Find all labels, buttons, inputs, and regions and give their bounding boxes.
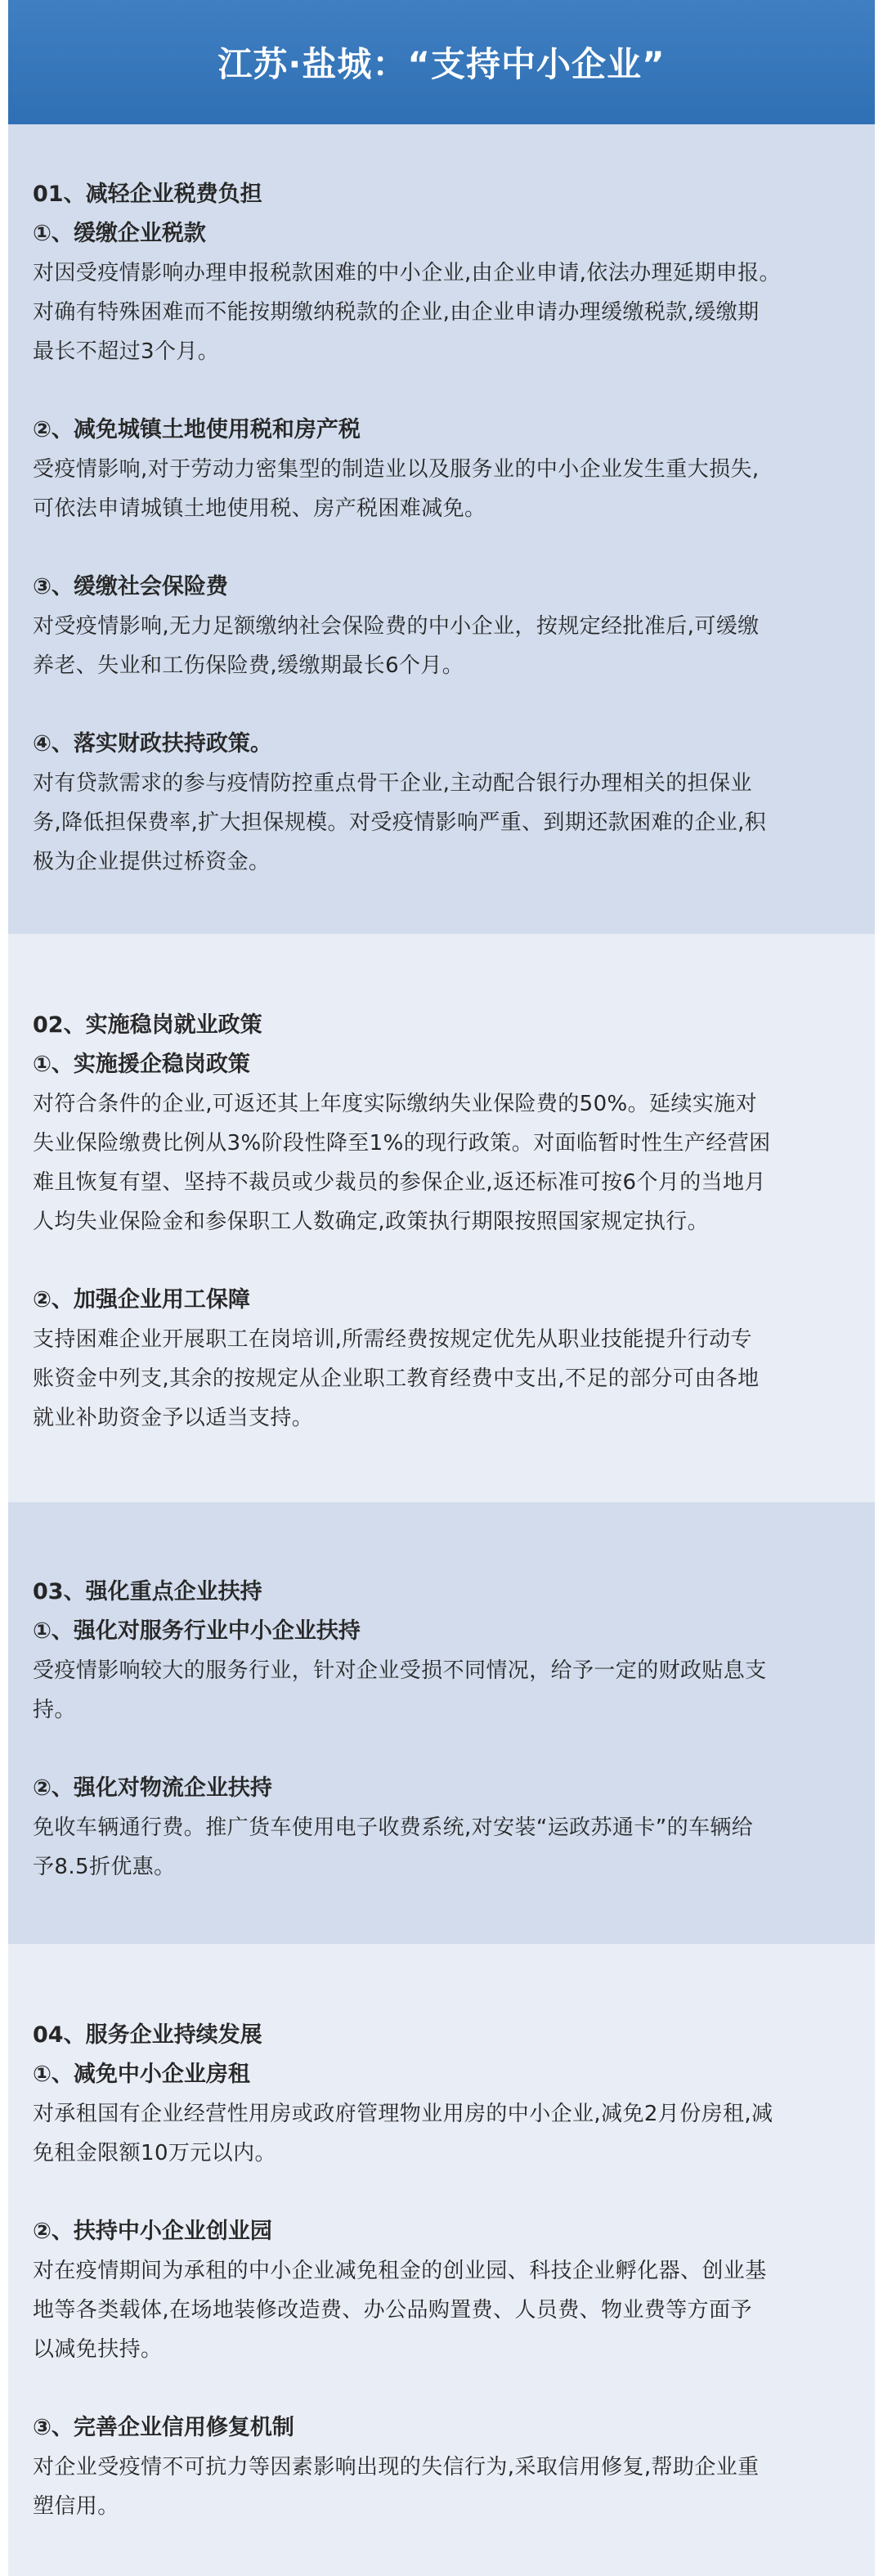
item-text-line: 最长不超过3个月。 [33,339,220,364]
item-title: ②、加强企业用工保障 [33,1287,250,1313]
spacer [33,528,852,568]
item-text-line: 免收车辆通行费。推广货车使用电子收费系统,对安装“运政苏通卡”的车辆给 [33,1815,754,1840]
section-04-sustainable-development [8,1944,875,2576]
spacer [33,1730,852,1769]
item-title: ②、减免城镇土地使用税和房产税 [33,417,361,442]
spacer [33,2173,852,2212]
spacer [33,1241,852,1281]
item-text-line: 支持困难企业开展职工在岗培训,所需经费按规定优先从职业技能提升行动专 [33,1327,752,1352]
item-text-line: 持。 [33,1698,76,1722]
item-title: ①、减免中小企业房租 [33,2062,250,2087]
item-text-line: 失业保险缴费比例从3%阶段性降至1%的现行政策。对面临暂时性生产经营困 [33,1131,771,1156]
item-text-line: 受疫情影响,对于劳动力密集型的制造业以及服务业的中小企业发生重大损失, [33,457,760,482]
spacer [33,371,852,411]
item-text-line: 对受疫情影响,无力足额缴纳社会保险费的中小企业，按规定经批准后,可缓缴 [33,614,760,639]
item-text-line: 对承租国有企业经营性用房或政府管理物业用房的中小企业,减免2月份房租,减 [33,2102,773,2126]
section-03-key-enterprise-support [8,1502,875,1944]
item-text-line: 对确有特殊困难而不能按期缴纳税款的企业,由企业申请办理缓缴税款,缓缴期 [33,300,760,325]
item-text-line: 务,降低担保费率,扩大担保规模。对受疫情影响严重、到期还款困难的企业,积 [33,810,767,835]
spacer [33,685,852,725]
item-text-line: 就业补助资金予以适当支持。 [33,1406,314,1430]
item-text-line: 予8.5折优惠。 [33,1855,176,1879]
item-text-line: 难且恢复有望、坚持不裁员或少裁员的参保企业,返还标准可按6个月的当地月 [33,1170,766,1195]
item-title: ④、落实财政扶持政策。 [33,731,272,756]
section-title: 03、强化重点企业扶持 [33,1579,262,1604]
item-text-line: 对企业受疫情不可抗力等因素影响出现的失信行为,采取信用修复,帮助企业重 [33,2455,760,2480]
item-text-line: 对符合条件的企业,可返还其上年度实际缴纳失业保险费的50%。延续实施对 [33,1092,758,1116]
item-text-line: 极为企业提供过桥资金。 [33,850,271,874]
page-title: 江苏·盐城：“支持中小企业” [217,44,666,84]
item-title: ①、实施援企稳岗政策 [33,1052,250,1077]
item-text-line: 对因受疫情影响办理申报税款困难的中小企业,由企业申请,依法办理延期申报。 [33,261,781,285]
item-title: ③、完善企业信用修复机制 [33,2415,294,2440]
item-text-line: 受疫情影响较大的服务行业，针对企业受损不同情况，给予一定的财政贴息支 [33,1658,767,1683]
item-text-line: 可依法申请城镇土地使用税、房产税困难减免。 [33,496,486,521]
item-title: ②、扶持中小企业创业园 [33,2219,272,2244]
item-text-line: 账资金中列支,其余的按规定从企业职工教育经费中支出,不足的部分可由各地 [33,1367,760,1391]
section-02-employment [8,934,875,1502]
item-title: ③、缓缴社会保险费 [33,574,228,599]
item-title: ①、缓缴企业税款 [33,221,206,246]
spacer [33,2369,852,2408]
section-01-tax-relief [8,124,875,934]
item-text-line: 免租金限额10万元以内。 [33,2141,276,2165]
item-text-line: 对有贷款需求的参与疫情防控重点骨干企业,主动配合银行办理相关的担保业 [33,771,752,796]
section-title: 02、实施稳岗就业政策 [33,1012,262,1038]
section-title: 01、减轻企业税费负担 [33,182,262,207]
item-text-line: 人均失业保险金和参保职工人数确定,政策执行期限按照国家规定执行。 [33,1209,710,1234]
item-text-line: 塑信用。 [33,2494,119,2519]
item-text-line: 对在疫情期间为承租的中小企业减免租金的创业园、科技企业孵化器、创业基 [33,2259,767,2283]
item-title: ①、强化对服务行业中小企业扶持 [33,1618,361,1644]
item-title: ②、强化对物流企业扶持 [33,1775,272,1801]
page-header [8,0,875,124]
item-text-line: 以减免扶持。 [33,2337,163,2362]
item-text-line: 养老、失业和工伤保险费,缓缴期最长6个月。 [33,653,464,678]
section-title: 04、服务企业持续发展 [33,2022,262,2048]
item-text-line: 地等各类载体,在场地装修改造费、办公品购置费、人员费、物业费等方面予 [33,2298,752,2322]
